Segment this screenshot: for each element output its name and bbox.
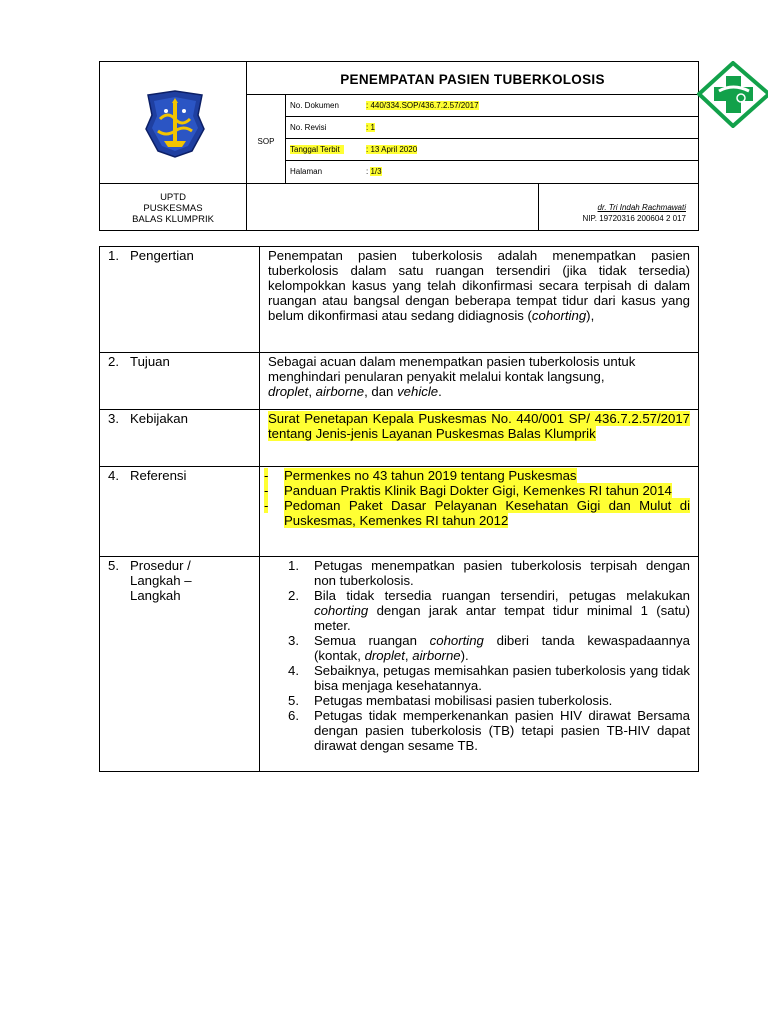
sop-content-table (99, 246, 699, 772)
step-italic: airborne (412, 648, 461, 663)
list-item (264, 498, 690, 528)
list-item (288, 588, 690, 633)
step-text: Petugas tidak memperkenankan pasien HIV dirawat Bersama dengan pasien tuberkolosis (TB) tetapi pasien TB-HIV dapat dirawat dengan sesame TB. (314, 708, 690, 753)
reference-list (264, 468, 690, 528)
list-dash: - (264, 468, 269, 483)
section-pengertian (100, 247, 699, 353)
puskesmas-cross-logo (697, 61, 768, 128)
section-body (260, 410, 699, 467)
section-prosedur (100, 557, 699, 772)
field-tanggal-terbit (286, 139, 698, 161)
section-body (260, 467, 699, 557)
section-title: Pengertian (130, 248, 194, 263)
list-item (288, 693, 690, 708)
step-number: 6. (288, 708, 299, 723)
empty-cell (246, 183, 539, 231)
reference-text: Pedoman Paket Dasar Pelayanan Kesehatan Gigi dan Mulut di Puskesmas, Kemenkes RI tahun 2012 (284, 498, 690, 528)
step-text: Petugas membatasi mobilisasi pasien tuberkolosis. (314, 693, 613, 708)
signatory-name: dr. Tri Indah Rachmawati (597, 203, 686, 212)
kebijakan-text: Surat Penetapan Kepala Puskesmas No. 440/001 SP/ 436.7.2.57/2017 tentang Jenis-jenis Layanan Puskesmas Balas Klumprik (268, 411, 690, 441)
step-number: 2. (288, 588, 299, 603)
document-fields (285, 94, 699, 184)
section-label (100, 353, 260, 410)
section-label (100, 557, 260, 772)
pengertian-italic: cohorting (531, 308, 587, 323)
section-title (130, 558, 192, 603)
city-shield-logo (142, 89, 208, 159)
institution-line: BALAS KLUMPRIK (132, 214, 214, 225)
step-text: Sebaiknya, petugas memisahkan pasien tuberkolosis yang tidak bisa menjaga kesehatannya. (314, 663, 690, 693)
section-body (260, 353, 699, 410)
institution-cell (99, 183, 247, 231)
step-text: Semua ruangan (314, 633, 430, 648)
field-value: : 13 April 2020 (366, 145, 418, 154)
procedure-list (268, 558, 690, 753)
field-value: : 440/334.SOP/436.7.2.57/2017 (366, 101, 479, 110)
sop-cell (246, 94, 286, 184)
section-number: 3. (108, 411, 119, 426)
section-title: Tujuan (130, 354, 170, 369)
institution-line: PUSKESMAS (143, 203, 203, 214)
field-no-dokumen (286, 95, 698, 117)
tujuan-sep: , dan (364, 384, 394, 399)
step-text: Bila tidak tersedia ruangan tersendiri, petugas melakukan (314, 588, 690, 603)
section-title: Referensi (130, 468, 187, 483)
step-number: 1. (288, 558, 299, 573)
list-dash: - (264, 498, 269, 513)
step-number: 5. (288, 693, 299, 708)
title-line: Langkah (130, 588, 181, 603)
title-cell (246, 61, 699, 95)
list-item (288, 708, 690, 753)
institution-name (100, 192, 246, 225)
section-number: 4. (108, 468, 119, 483)
section-label (100, 247, 260, 353)
title-line: Langkah – (130, 573, 192, 588)
list-item (264, 468, 690, 483)
section-tujuan (100, 353, 699, 410)
section-body (260, 247, 699, 353)
signature-cell (538, 183, 699, 231)
field-value: : 1 (366, 123, 375, 132)
list-dash: - (264, 483, 269, 498)
section-referensi (100, 467, 699, 557)
step-text: ). (460, 648, 469, 663)
step-italic: cohorting (429, 633, 484, 648)
document-title: PENEMPATAN PASIEN TUBERKOLOSIS (340, 72, 605, 87)
reference-text: Panduan Praktis Klinik Bagi Dokter Gigi, Kemenkes RI tahun 2014 (284, 483, 672, 498)
list-item (264, 483, 690, 498)
field-halaman (286, 161, 698, 183)
section-title: Kebijakan (130, 411, 188, 426)
step-italic: cohorting (314, 603, 369, 618)
section-body (260, 557, 699, 772)
section-number: 2. (108, 354, 119, 369)
step-text: Petugas menempatkan pasien tuberkolosis terpisah dengan non tuberkolosis. (314, 558, 690, 588)
tujuan-sep: . (438, 384, 442, 399)
tujuan-sep: , (308, 384, 312, 399)
reference-text: Permenkes no 43 tahun 2019 tentang Puskesmas (284, 468, 577, 483)
tujuan-italic: droplet (268, 384, 309, 399)
list-item (288, 633, 690, 663)
tujuan-italic: airborne (315, 384, 365, 399)
section-number: 5. (108, 558, 119, 573)
field-no-revisi (286, 117, 698, 139)
page-value: 1/3 (370, 167, 382, 176)
signatory (582, 202, 686, 224)
step-text: dengan jarak antar tempat tidur minimal 1 (satu) meter. (314, 603, 690, 633)
field-label: No. Revisi (290, 123, 327, 132)
step-number: 4. (288, 663, 299, 678)
sop-label: SOP (257, 137, 275, 146)
step-text: , (404, 648, 413, 663)
title-line: Prosedur / (130, 558, 191, 573)
pengertian-text-end: ), (586, 308, 595, 323)
pengertian-text: Penempatan pasien tuberkolosis adalah menempatkan pasien tuberkolosis dalam satu ruangan tersendiri (jika tidak tersedia) kelompokkan kasus yang telah dikonfirmasi secara terpisah di dalam ruangan atau bangsal dengan beberapa tempat tidur dari kasus yang belum dikonfirmasi atau sedang didiagnosis ( (268, 248, 690, 323)
step-italic: droplet (364, 648, 405, 663)
section-number: 1. (108, 248, 119, 263)
field-label: No. Dokumen (290, 101, 339, 110)
signatory-nip: NIP. 19720316 200604 2 017 (582, 214, 686, 223)
institution-line: UPTD (160, 192, 186, 203)
step-text: diberi tanda kewaspadaannya (kontak, (314, 633, 690, 663)
field-label: Tanggal Terbit (290, 145, 344, 154)
section-label (100, 467, 260, 557)
tujuan-italic: vehicle (397, 384, 439, 399)
step-number: 3. (288, 633, 299, 648)
tujuan-text: Sebagai acuan dalam menempatkan pasien tuberkolosis untuk menghindari penularan penyakit melalui kontak langsung, (268, 354, 636, 384)
list-item (288, 558, 690, 588)
field-label: Halaman (290, 167, 323, 176)
field-value: : 1/3 (366, 167, 382, 176)
section-label (100, 410, 260, 467)
list-item (288, 663, 690, 693)
section-kebijakan (100, 410, 699, 467)
